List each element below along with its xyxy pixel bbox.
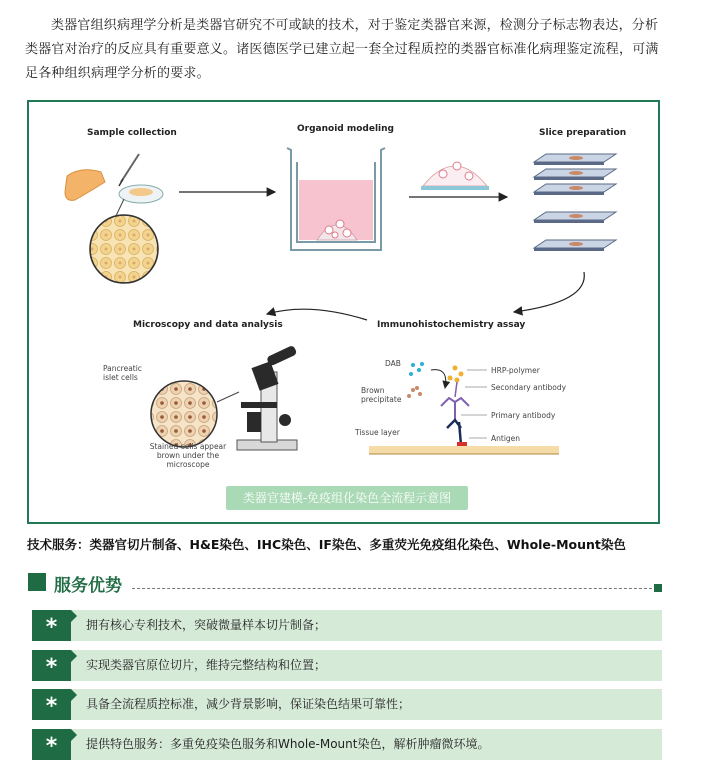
services-line: 技术服务：类器官切片制备、H&E染色、IHC染色、IF染色、多重荧光免疫组化染色、Whole-Mount染色 (27, 537, 626, 552)
section-marker-icon (28, 573, 46, 591)
label-dab: DAB (385, 359, 401, 368)
label-stained-cells: Stained cells appear brown under the microscope (149, 442, 227, 469)
workflow-illustration (29, 102, 660, 524)
advantage-item (32, 689, 662, 720)
label-primary-antibody: Primary antibody (491, 411, 556, 420)
advantages-header (28, 570, 662, 596)
advantage-text: 提供特色服务：多重免疫染色服务和Whole-Mount染色，解析肿瘤微环境。 (86, 737, 490, 751)
label-islet-cells: Pancreatic islet cells (103, 364, 142, 382)
advantage-item (32, 610, 662, 641)
label-secondary-antibody: Secondary antibody (491, 383, 567, 392)
step-slice-preparation: Slice preparation (539, 128, 627, 138)
star-icon: * (32, 729, 71, 760)
advantage-item (32, 650, 662, 681)
section-divider (132, 588, 652, 589)
step-ihc-assay: Immunohistochemistry assay (377, 320, 526, 330)
advantage-text: 拥有核心专利技术，突破微量样本切片制备； (86, 618, 327, 632)
microscope-illustration (151, 345, 297, 450)
label-brown-precipitate: Brown precipitate (361, 386, 402, 404)
diagram-caption: 类器官建模-免疫组化染色全流程示意图 (226, 486, 468, 510)
intro-paragraph: 类器官组织病理学分析是类器官研究不可或缺的技术，对于鉴定类器官来源，检测分子标志物表达，分析类器官对治疗的反应具有重要意义。诸医德医学已建立起一套全过程质控的类器官标准化病理鉴定流程，可满足各种组织病理学分析的要求。 (25, 18, 659, 81)
label-tissue-layer: Tissue layer (355, 428, 400, 437)
step-organoid-modeling: Organoid modeling (297, 124, 394, 134)
step-microscopy: Microscopy and data analysis (133, 320, 283, 330)
label-hrp-polymer: HRP-polymer (491, 366, 540, 375)
organoid-dome-illustration (421, 162, 489, 190)
ihc-illustration (369, 362, 559, 454)
advantage-text: 具备全流程质控标准，减少背景影响，保证染色结果可靠性； (86, 697, 411, 711)
label-antigen: Antigen (491, 434, 521, 443)
star-icon: * (32, 689, 71, 720)
section-end-marker-icon (654, 584, 662, 592)
advantages-title: 服务优势 (54, 576, 122, 596)
step-sample-collection: Sample collection (87, 128, 177, 138)
advantage-item (32, 729, 662, 760)
organoid-modeling-illustration (287, 148, 385, 250)
star-icon: * (32, 650, 71, 681)
slides-illustration (534, 154, 616, 251)
star-icon: * (32, 610, 71, 641)
advantage-text: 实现类器官原位切片，维持完整结构和位置； (86, 658, 327, 672)
workflow-diagram (27, 100, 660, 524)
sample-collection-illustration (65, 154, 163, 283)
